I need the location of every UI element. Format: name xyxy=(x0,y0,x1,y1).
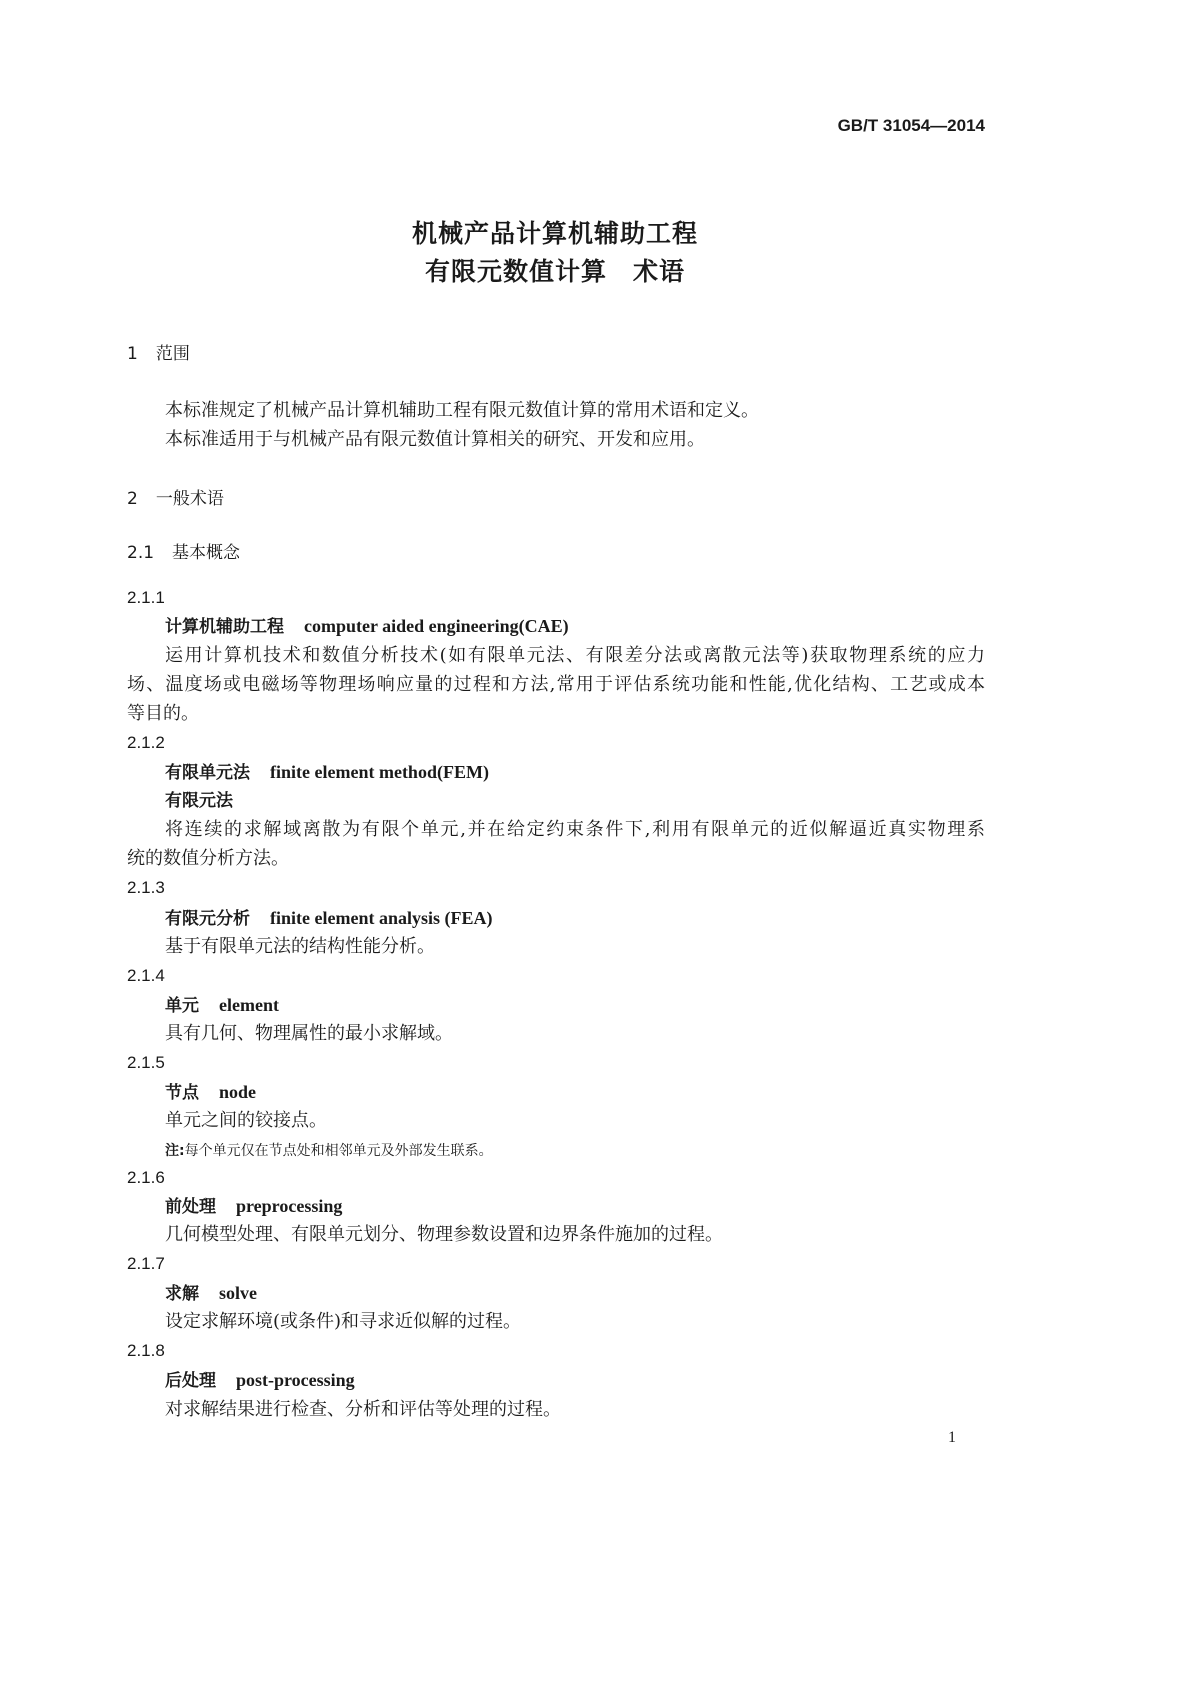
page-number: 1 xyxy=(948,1429,956,1446)
section-number: 2 xyxy=(127,489,138,509)
term-zh: 有限元分析 xyxy=(165,909,250,929)
term-heading xyxy=(165,906,492,931)
term-number: 2.1.8 xyxy=(127,1341,165,1360)
term-zh: 节点 xyxy=(165,1083,199,1103)
term-number: 2.1.1 xyxy=(127,588,165,607)
section-title: 范围 xyxy=(155,344,190,364)
term-number: 2.1.2 xyxy=(127,733,165,752)
definition-line: 等目的。 xyxy=(127,703,199,724)
paragraph: 本标准适用于与机械产品有限元数值计算相关的研究、开发和应用。 xyxy=(165,429,705,450)
term-number: 2.1.4 xyxy=(127,966,165,985)
definition-line: 具有几何、物理属性的最小求解域。 xyxy=(165,1023,453,1044)
definition-line: 基于有限单元法的结构性能分析。 xyxy=(165,936,435,957)
term-zh: 后处理 xyxy=(165,1371,216,1391)
term-zh: 前处理 xyxy=(165,1197,216,1217)
definition-line: 运用计算机技术和数值分析技术(如有限单元法、有限差分法或离散元法等)获取物理系统的应力 xyxy=(165,645,985,666)
term-number: 2.1.7 xyxy=(127,1254,165,1273)
standard-number: GB/T 31054—2014 xyxy=(837,116,985,135)
term-heading xyxy=(165,760,489,785)
note-label: 注: xyxy=(165,1143,185,1159)
term-alt: 有限元法 xyxy=(165,791,233,811)
term-zh: 单元 xyxy=(165,996,199,1016)
section-title: 基本概念 xyxy=(172,543,241,563)
definition-line: 对求解结果进行检查、分析和评估等处理的过程。 xyxy=(165,1399,561,1420)
section-1-heading xyxy=(127,342,190,366)
term-number: 2.1.6 xyxy=(127,1168,165,1187)
section-2-heading xyxy=(127,487,224,511)
term-en: preprocessing xyxy=(236,1196,343,1216)
doc-title-line1: 机械产品计算机辅助工程 xyxy=(411,219,698,248)
definition-line: 单元之间的铰接点。 xyxy=(165,1110,327,1131)
section-number: 1 xyxy=(127,344,138,364)
definition-line: 将连续的求解域离散为有限个单元,并在给定约束条件下,利用有限单元的近似解逼近真实物理系 xyxy=(165,819,985,840)
term-heading xyxy=(165,1194,342,1219)
term-zh: 计算机辅助工程 xyxy=(165,617,284,637)
definition-line: 设定求解环境(或条件)和寻求近似解的过程。 xyxy=(165,1311,522,1332)
paragraph: 本标准规定了机械产品计算机辅助工程有限元数值计算的常用术语和定义。 xyxy=(165,400,759,421)
term-number: 2.1.3 xyxy=(127,878,165,897)
note xyxy=(165,1139,493,1163)
section-number: 2.1 xyxy=(127,543,155,563)
section-2-1-heading xyxy=(127,541,240,565)
term-en: post-processing xyxy=(236,1370,355,1390)
term-en: element xyxy=(219,995,279,1015)
term-en: finite element method(FEM) xyxy=(270,762,489,782)
term-en: computer aided engineering(CAE) xyxy=(304,616,569,636)
definition-line: 统的数值分析方法。 xyxy=(127,848,289,869)
term-heading xyxy=(165,614,569,639)
doc-title-line2: 有限元数值计算 术语 xyxy=(424,257,685,286)
term-heading xyxy=(165,1281,257,1306)
term-en: node xyxy=(219,1082,257,1102)
term-heading xyxy=(165,993,279,1018)
definition-line: 几何模型处理、有限单元划分、物理参数设置和边界条件施加的过程。 xyxy=(165,1224,723,1245)
term-en: finite element analysis (FEA) xyxy=(270,908,493,928)
term-heading xyxy=(165,1080,256,1105)
definition-line: 场、温度场或电磁场等物理场响应量的过程和方法,常用于评估系统功能和性能,优化结构、工艺或成本 xyxy=(127,674,985,695)
term-heading xyxy=(165,1368,355,1393)
note-text: 每个单元仅在节点处和相邻单元及外部发生联系。 xyxy=(184,1143,493,1159)
term-zh: 求解 xyxy=(165,1284,199,1304)
term-en: solve xyxy=(219,1283,257,1303)
section-title: 一般术语 xyxy=(155,489,224,509)
term-number: 2.1.5 xyxy=(127,1053,165,1072)
term-zh: 有限单元法 xyxy=(165,763,250,783)
